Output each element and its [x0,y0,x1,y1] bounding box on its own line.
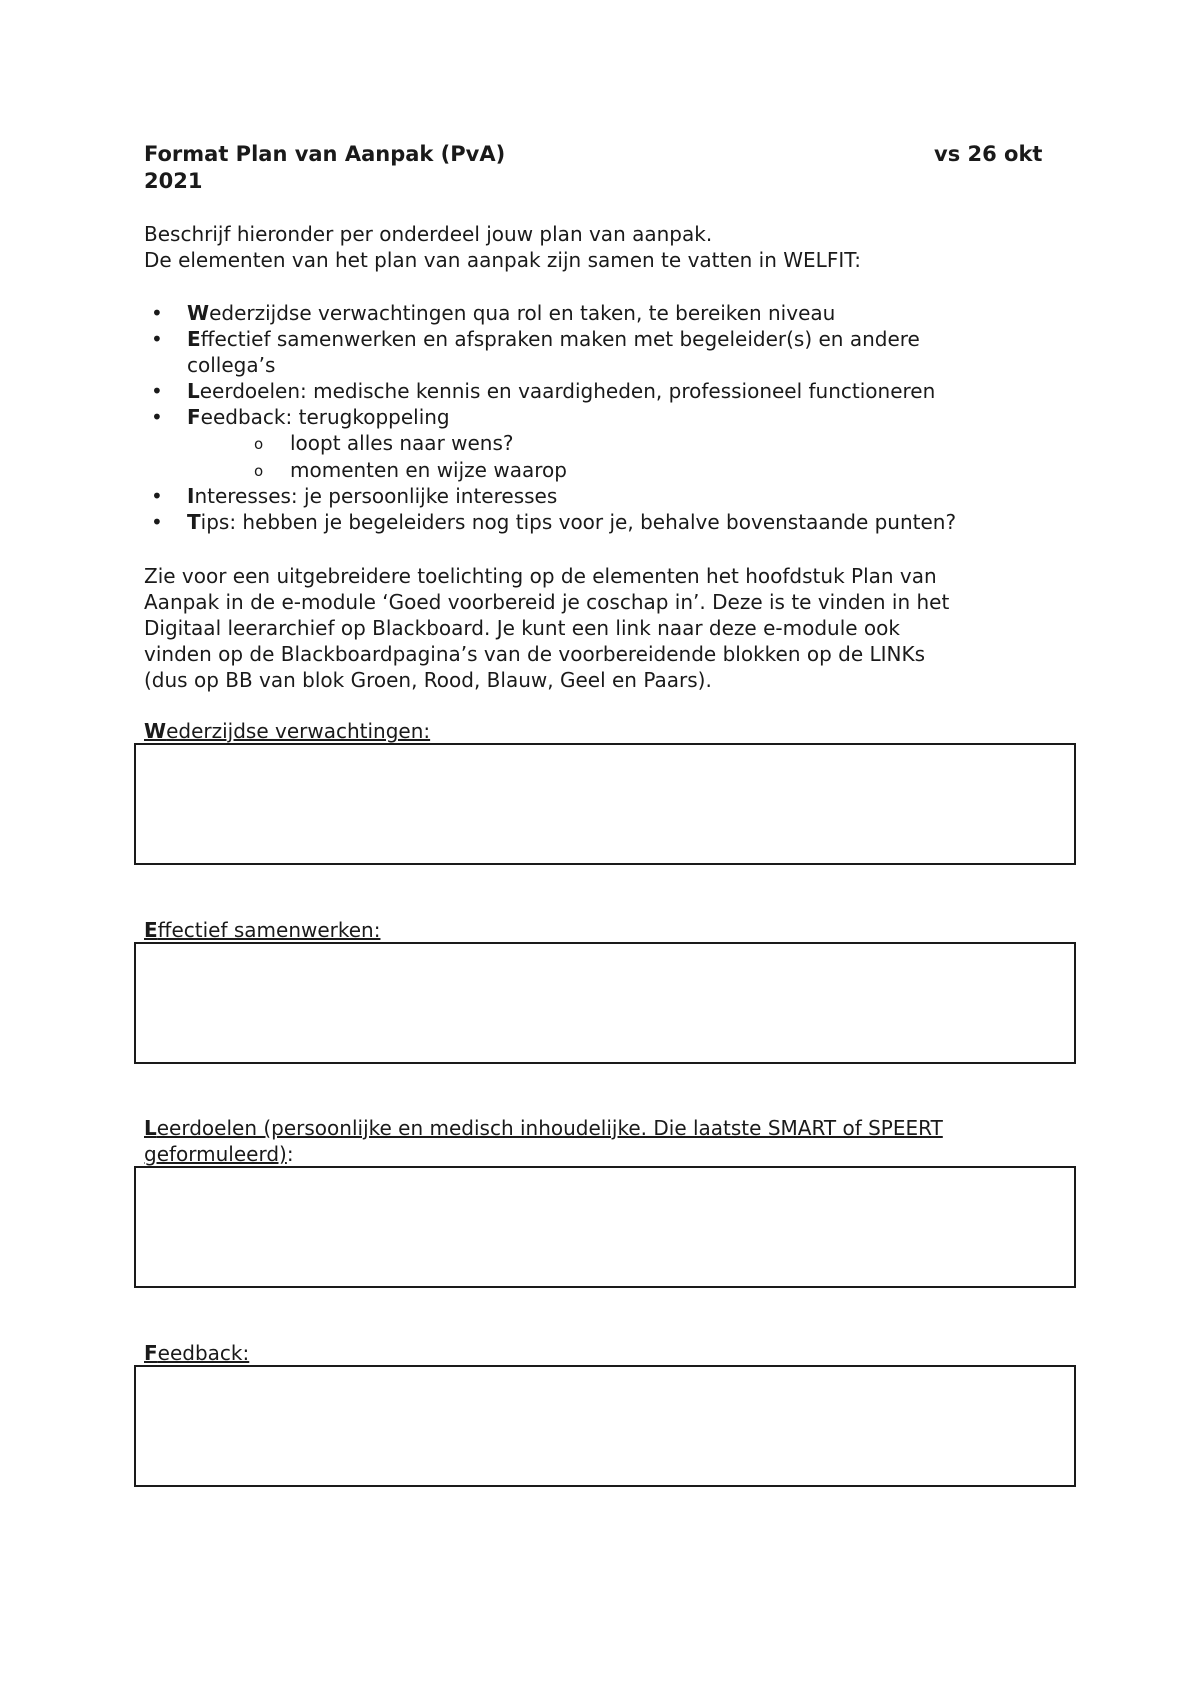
sub-bullet-item: momenten en wijze waarop [290,458,567,482]
paragraph-line: Aanpak in de e-module ‘Goed voorbereid je coschap in’. Deze is te vinden in het [144,590,950,614]
bullet-item-effectief: Effectief samenwerken en afspraken maken met begeleider(s) en andere [187,327,920,351]
sub-bullet-item: loopt alles naar wens? [290,431,514,455]
bullet-marker: • [151,379,163,403]
answer-box-effectief[interactable] [134,942,1076,1064]
paragraph-line: (dus op BB van blok Groen, Rood, Blauw, Geel en Paars). [144,668,712,692]
bullet-marker: • [151,301,163,325]
sub-bullet-marker: o [254,462,264,480]
intro-line-2: De elementen van het plan van aanpak zijn samen te vatten in WELFIT: [144,248,861,272]
section-heading-leerdoelen-line-2: geformuleerd): [144,1142,294,1166]
section-heading-feedback: Feedback: [144,1341,250,1365]
bullet-item-effectief-continuation: collega’s [187,353,276,377]
explanation-paragraph [144,563,949,693]
bullet-marker: • [151,510,163,534]
answer-box-leerdoelen[interactable] [134,1166,1076,1288]
answer-box-wederzijdse[interactable] [134,743,1076,865]
paragraph-line: Digitaal leerarchief op Blackboard. Je kunt een link naar deze e-module ook [144,616,900,640]
sub-bullet-marker: o [254,435,264,453]
bullet-marker: • [151,484,163,508]
section-heading-effectief: Effectief samenwerken: [144,918,381,942]
section-heading-wederzijdse: Wederzijdse verwachtingen: [144,719,431,743]
paragraph-line: Zie voor een uitgebreidere toelichting op de elementen het hoofdstuk Plan van [144,564,937,588]
document-title: Format Plan van Aanpak (PvA) [144,142,506,166]
answer-box-feedback[interactable] [134,1365,1076,1487]
bullet-item-leerdoelen: Leerdoelen: medische kennis en vaardigheden, professioneel functioneren [187,379,936,403]
document-year: 2021 [144,169,203,193]
bullet-item-wederzijdse: Wederzijdse verwachtingen qua rol en taken, te bereiken niveau [187,301,836,325]
bullet-item-tips: Tips: hebben je begeleiders nog tips voor je, behalve bovenstaande punten? [187,510,957,534]
bullet-marker: • [151,405,163,429]
bullet-item-interesses: Interesses: je persoonlijke interesses [187,484,558,508]
section-heading-leerdoelen: Leerdoelen (persoonlijke en medisch inhoudelijke. Die laatste SMART of SPEERT [144,1116,943,1140]
bullet-item-feedback: Feedback: terugkoppeling [187,405,450,429]
document-date: vs 26 okt [934,142,1043,166]
paragraph-line: vinden op de Blackboardpagina’s van de voorbereidende blokken op de LINKs [144,642,926,666]
intro-line-1: Beschrijf hieronder per onderdeel jouw plan van aanpak. [144,222,713,246]
bullet-marker: • [151,327,163,351]
